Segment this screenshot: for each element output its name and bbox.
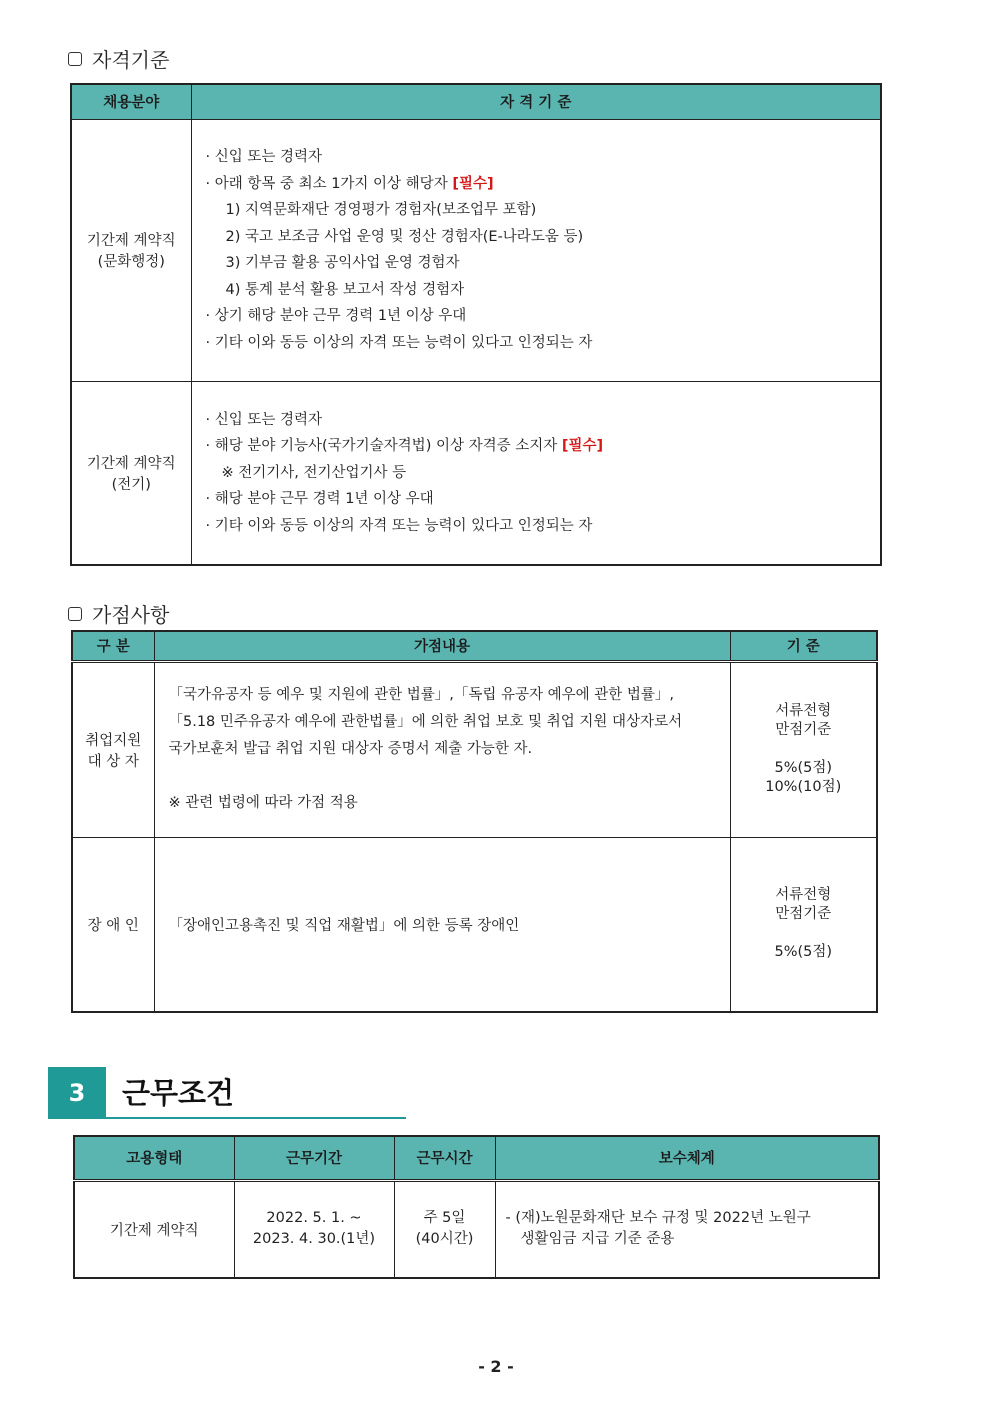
bonus-row-employment-support <box>72 661 877 837</box>
content-line: 국가보훈처 발급 취업 지원 대상자 증명서 제출 가능한 자. <box>168 741 533 757</box>
work-period-cell <box>234 1180 394 1278</box>
qualification-row-culture <box>71 119 881 381</box>
employment-type-cell: 기간제 계약직 <box>74 1180 234 1278</box>
criteria-line: · 신입 또는 경력자 <box>205 149 322 165</box>
field-sublabel: (문화행정) <box>97 254 165 270</box>
criteria-cell-culture <box>191 119 881 381</box>
header-category: 구 분 <box>72 631 154 661</box>
work-hours-cell <box>394 1180 495 1278</box>
content-line: 「국가유공자 등 예우 및 지원에 관한 법률」,「독립 유공자 예우에 관한 법률」, <box>168 687 675 703</box>
header-criteria: 자 격 기 준 <box>191 84 881 119</box>
period-start: 2022. 5. 1. ~ <box>266 1210 362 1227</box>
checkbox-square-icon <box>68 607 82 621</box>
header-field: 채용분야 <box>71 84 191 119</box>
period-end: 2023. 4. 30.(1년) <box>252 1231 376 1248</box>
standard-line: 서류전형 <box>775 887 832 904</box>
criteria-line: 1) 지역문화재단 경영평가 경험자(보조업무 포함) <box>225 202 537 218</box>
category-cell <box>72 837 154 1012</box>
field-sublabel: (전기) <box>111 476 151 493</box>
content-note: ※ 관련 법령에 따라 가점 적용 <box>168 795 358 811</box>
criteria-line: ※ 전기기사, 전기산업기사 등 <box>221 464 407 481</box>
header-standard: 기 준 <box>730 631 877 661</box>
criteria-line: · 아래 항목 중 최소 1가지 이상 해당자 [필수] <box>205 175 494 192</box>
page-number: - 2 - <box>478 1357 514 1376</box>
qualification-header-row <box>71 84 881 119</box>
bonus-title-text: 가점사항 <box>92 603 170 627</box>
standard-line: 만점기준 <box>775 906 832 923</box>
bonus-content-cell <box>154 837 730 1012</box>
qualification-title-text: 자격기준 <box>92 48 170 72</box>
category-label: 대 상 자 <box>87 753 139 770</box>
work-section-heading <box>48 1067 358 1119</box>
standard-line: 5%(5점) <box>774 760 833 776</box>
criteria-line: 3) 기부금 활용 공익사업 운영 경험자 <box>225 255 460 271</box>
criteria-line: · 기타 이와 동등 이상의 자격 또는 능력이 있다고 인정되는 자 <box>205 517 593 534</box>
header-employment-type: 고용형태 <box>74 1136 234 1180</box>
bonus-row-disabled <box>72 837 877 1012</box>
criteria-line: · 상기 해당 분야 근무 경력 1년 이상 우대 <box>205 308 467 324</box>
pay-line: 생활임금 지급 기준 준용 <box>520 1231 675 1248</box>
category-cell <box>72 661 154 837</box>
work-section-title: 근무조건 <box>122 1076 235 1110</box>
field-label: 기간제 계약직 <box>86 455 176 472</box>
bonus-header-row <box>72 631 877 661</box>
standard-cell <box>730 837 877 1012</box>
criteria-line: · 해당 분야 기능사(국가기술자격법) 이상 자격증 소지자 [필수] <box>205 438 604 454</box>
standard-cell <box>730 661 877 837</box>
required-tag: [필수] <box>452 175 494 192</box>
category-label: 장 애 인 <box>87 917 139 934</box>
field-label: 기간제 계약직 <box>86 233 176 249</box>
standard-line: 5%(5점) <box>774 944 833 961</box>
bonus-table <box>71 630 878 1013</box>
content-line: 「장애인고용촉진 및 직업 재활법」에 의한 등록 장애인 <box>168 917 520 934</box>
qualification-row-electric <box>71 381 881 565</box>
header-work-period: 근무기간 <box>234 1136 394 1180</box>
required-tag: [필수] <box>561 438 604 454</box>
header-content: 가점내용 <box>154 631 730 661</box>
work-header-row <box>74 1136 879 1180</box>
criteria-line: 4) 통계 분석 활용 보고서 작성 경험자 <box>225 281 465 298</box>
field-cell-culture <box>71 119 191 381</box>
standard-line: 만점기준 <box>775 722 832 738</box>
hours-days: 주 5일 <box>423 1210 466 1227</box>
work-table <box>73 1135 880 1279</box>
content-line: 「5.18 민주유공자 예우에 관한법률」에 의한 취업 보호 및 취업 지원 대상자로서 <box>168 714 683 730</box>
bonus-section-title <box>68 599 169 628</box>
qualification-table <box>70 83 882 566</box>
criteria-line: 2) 국고 보조금 사업 운영 및 정산 경험자(E-나라도움 등) <box>225 228 584 245</box>
bonus-content-cell <box>154 661 730 837</box>
hours-total: (40시간) <box>415 1231 474 1248</box>
pay-line: - (재)노원문화재단 보수 규정 및 2022년 노원구 <box>505 1210 811 1227</box>
header-pay-system: 보수체계 <box>495 1136 879 1180</box>
heading-underline <box>106 1117 406 1119</box>
criteria-line: · 해당 분야 근무 경력 1년 이상 우대 <box>205 491 434 507</box>
header-work-hours: 근무시간 <box>394 1136 495 1180</box>
criteria-line: · 기타 이와 동등 이상의 자격 또는 능력이 있다고 인정되는 자 <box>205 334 593 351</box>
criteria-cell-electric <box>191 381 881 565</box>
pay-system-cell <box>495 1180 879 1278</box>
qualification-section-title <box>68 44 169 73</box>
checkbox-square-icon <box>68 52 82 66</box>
section-number-badge: 3 <box>48 1067 106 1119</box>
standard-line: 10%(10점) <box>765 779 842 795</box>
standard-line: 서류전형 <box>775 703 832 719</box>
category-label: 취업지원 <box>85 732 142 749</box>
field-cell-electric <box>71 381 191 565</box>
work-row <box>74 1180 879 1278</box>
criteria-line: · 신입 또는 경력자 <box>205 411 322 428</box>
